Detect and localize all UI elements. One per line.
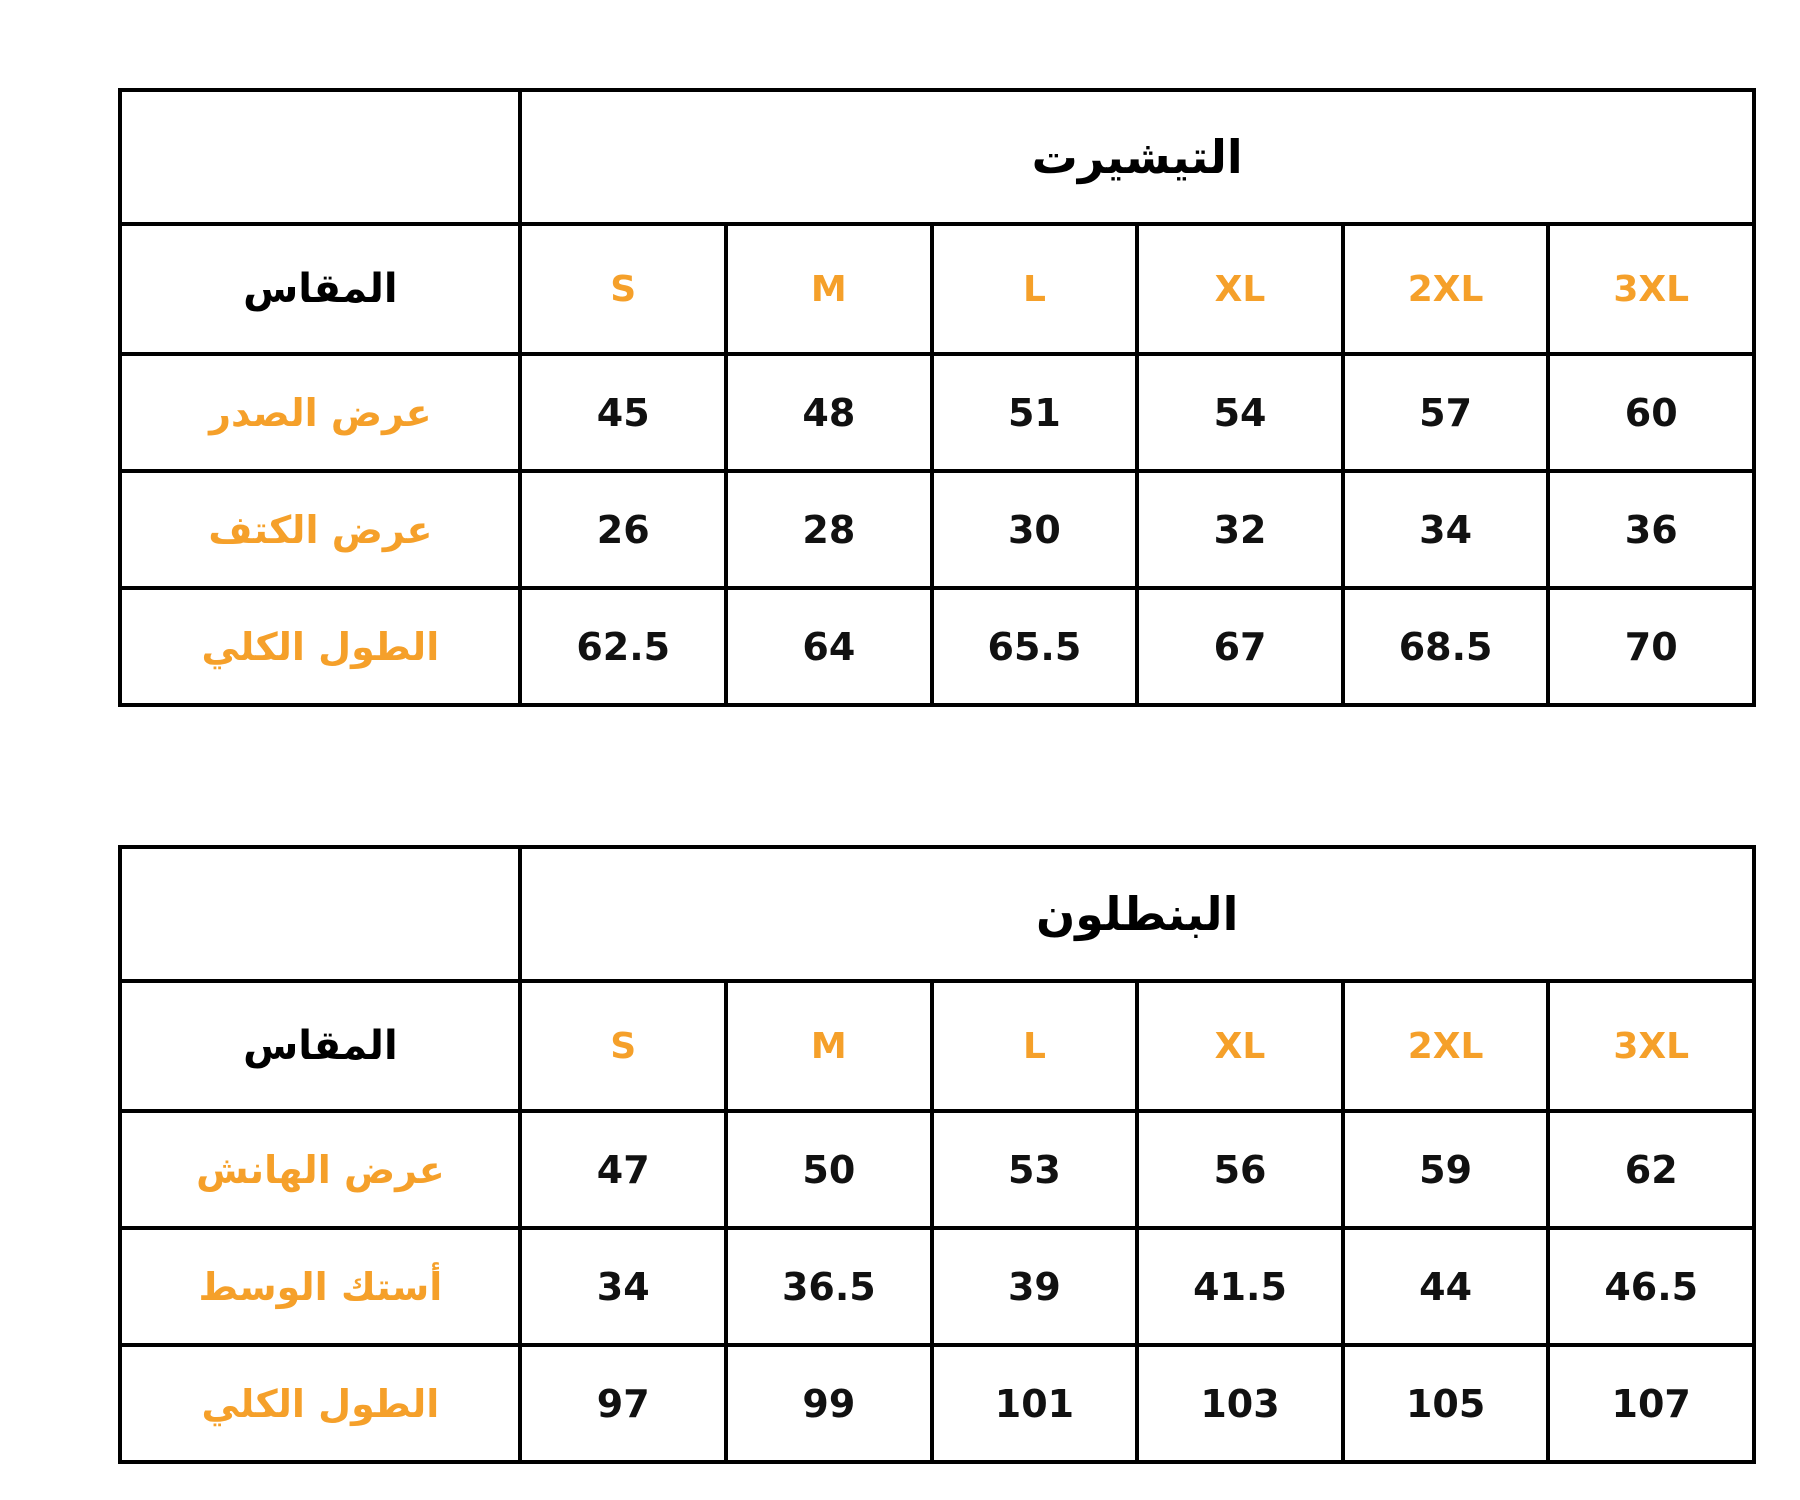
header-size-s: S [520,224,726,354]
table-cell: 28 [726,471,932,588]
table-cell: 62 [1548,1111,1754,1228]
table-title: التيشيرت [520,90,1754,224]
header-size-xl: XL [1137,224,1343,354]
table-cell: 30 [932,471,1138,588]
table-cell: 36.5 [726,1228,932,1345]
table-cell: 103 [1137,1345,1343,1462]
table-cell: 62.5 [520,588,726,705]
table-cell: 57 [1343,354,1549,471]
table-row [120,1111,1754,1228]
table-cell: 34 [520,1228,726,1345]
table-row [120,1228,1754,1345]
title-row-empty-cell [120,847,520,981]
table-title: البنطلون [520,847,1754,981]
table-cell: 48 [726,354,932,471]
table-cell: 107 [1548,1345,1754,1462]
table-cell: 53 [932,1111,1138,1228]
table-cell: 46.5 [1548,1228,1754,1345]
size-table-shirt [122,88,1756,707]
header-size-label: المقاس [120,224,520,354]
table-cell: 97 [520,1345,726,1462]
table-cell: 101 [932,1345,1138,1462]
title-row-empty-cell [120,90,520,224]
table-header-row [120,981,1754,1111]
table-cell: 60 [1548,354,1754,471]
table-cell: 41.5 [1137,1228,1343,1345]
row-label: الطول الكلي [120,1345,520,1462]
table-row [120,471,1754,588]
table-shirt [118,88,1756,707]
table-title-row [120,90,1754,224]
header-size-xl: XL [1137,981,1343,1111]
table-cell: 26 [520,471,726,588]
row-label: عرض الصدر [120,354,520,471]
table-cell: 36 [1548,471,1754,588]
table-cell: 68.5 [1343,588,1549,705]
header-size-s: S [520,981,726,1111]
table-cell: 32 [1137,471,1343,588]
table-cell: 105 [1343,1345,1549,1462]
row-label: الطول الكلي [120,588,520,705]
table-cell: 47 [520,1111,726,1228]
table-cell: 56 [1137,1111,1343,1228]
table-cell: 54 [1137,354,1343,471]
header-size-l: L [932,981,1138,1111]
table-title-row [120,847,1754,981]
header-size-3xl: 3XL [1548,981,1754,1111]
table-cell: 70 [1548,588,1754,705]
table-cell: 50 [726,1111,932,1228]
row-label: عرض الهانش [120,1111,520,1228]
table-cell: 44 [1343,1228,1549,1345]
table-cell: 64 [726,588,932,705]
header-size-m: M [726,224,932,354]
row-label: أستك الوسط [120,1228,520,1345]
table-cell: 39 [932,1228,1138,1345]
table-cell: 67 [1137,588,1343,705]
table-cell: 65.5 [932,588,1138,705]
size-table-pants [122,845,1756,1464]
header-size-label: المقاس [120,981,520,1111]
table-cell: 99 [726,1345,932,1462]
table-cell: 45 [520,354,726,471]
table-header-row [120,224,1754,354]
table-cell: 59 [1343,1111,1549,1228]
table-pants [118,845,1756,1464]
table-cell: 51 [932,354,1138,471]
table-row [120,354,1754,471]
row-label: عرض الكتف [120,471,520,588]
table-row [120,1345,1754,1462]
header-size-2xl: 2XL [1343,981,1549,1111]
table-cell: 34 [1343,471,1549,588]
table-row [120,588,1754,705]
header-size-m: M [726,981,932,1111]
header-size-l: L [932,224,1138,354]
header-size-2xl: 2XL [1343,224,1549,354]
header-size-3xl: 3XL [1548,224,1754,354]
